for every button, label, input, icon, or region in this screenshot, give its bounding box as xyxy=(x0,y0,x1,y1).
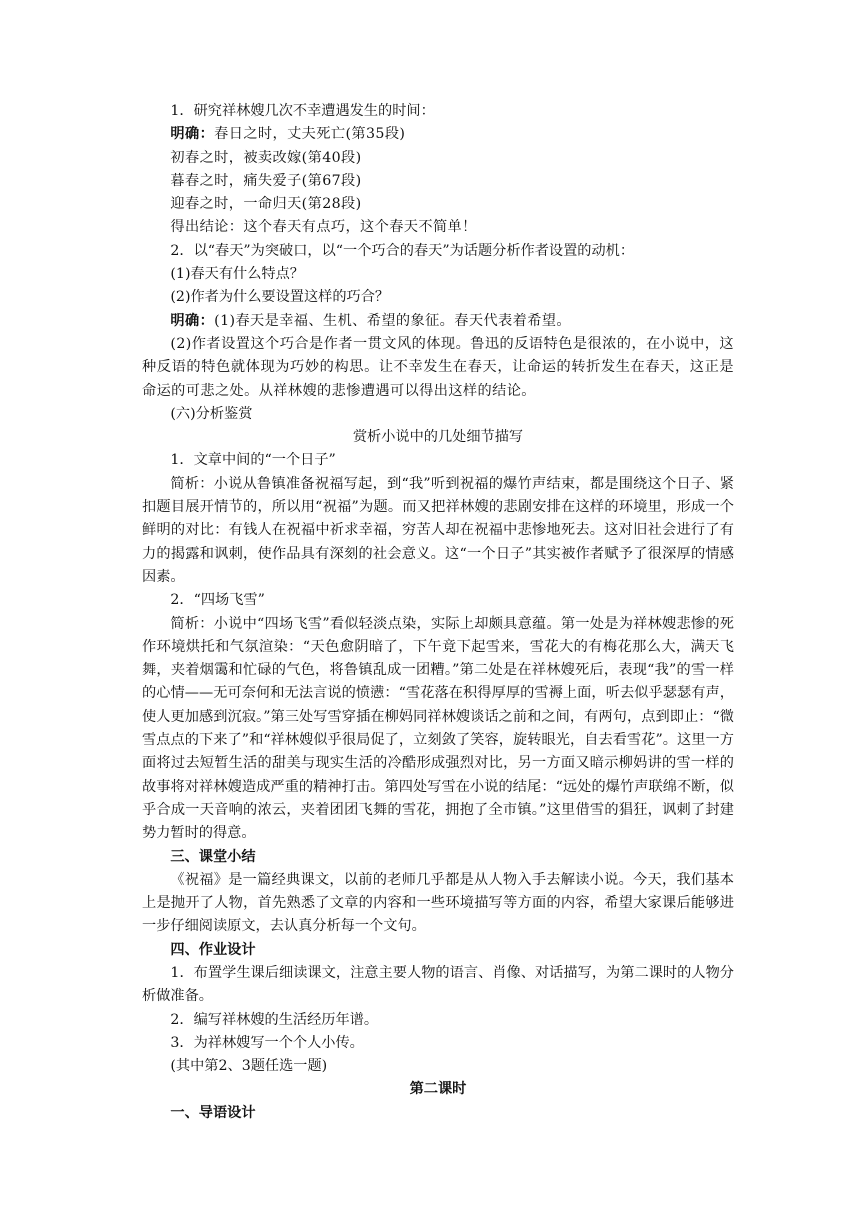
answer-line: 明确：(1)春天是幸福、生机、希望的象征。春天代表着希望。 xyxy=(170,312,571,329)
item-body: 简析：小说从鲁镇准备祝福写起，到“我”听到祝福的爆竹声结束，都是围绕这个日子、紧扣题目展开情节的，所以用“祝福”为题。而又把祥林嫂的悲剧安排在这样的环境里，形成一个鲜明的对比：有钱人在祝福中祈求幸福，穷苦人却在祝福中悲惨地死去。这对旧社会进行了有力的揭露和讽刺，使作品具有深刻的社会意义。这“一个日子”其实被作者赋予了很深厚的情感因素。 xyxy=(142,475,734,585)
homework-note: (其中第2、3题任选一题) xyxy=(170,1058,328,1075)
homework-item: 1．布置学生课后细读课文，注意主要人物的语言、肖像、对话描写，为第二课时的人物分析做准备。 xyxy=(142,964,734,1005)
homework-item: 2．编写祥林嫂的生活经历年谱。 xyxy=(170,1011,379,1028)
question-2-sub: (2)作者为什么要设置这样的巧合？ xyxy=(170,289,390,306)
question-2-sub: (1)春天有什么特点？ xyxy=(170,266,304,283)
answer-line: 暮春之时，痛失爱子(第67段) xyxy=(170,172,362,189)
lesson-title: 第二课时 xyxy=(409,1081,467,1098)
section-title: 赏析小说中的几处细节描写 xyxy=(352,429,524,446)
question-2: 2．以“春天”为突破口，以“一个巧合的春天”为话题分析作者设置的动机： xyxy=(170,242,635,259)
answer-paragraph: (2)作者设置这个巧合是作者一贯文风的体现。鲁迅的反语特色是很浓的，在小说中，这种反语的特色就体现为巧妙的构思。让不幸发生在春天，让命运的转折发生在春天，这正是命运的可悲之处。从祥林嫂的悲惨遭遇可以得出这样的结论。 xyxy=(142,335,734,399)
answer-line: 迎春之时，一命归天(第28段) xyxy=(170,196,362,213)
homework-item: 3．为祥林嫂写一个个人小传。 xyxy=(170,1034,364,1051)
section-heading: 四、作业设计 xyxy=(170,941,256,958)
section-heading: (六)分析鉴赏 xyxy=(170,405,253,422)
document-body xyxy=(142,100,734,1125)
conclusion: 得出结论：这个春天有点巧，这个春天不简单！ xyxy=(170,219,477,236)
section-heading: 一、导语设计 xyxy=(170,1104,256,1121)
section-heading: 三、课堂小结 xyxy=(170,848,256,865)
answer-label: 明确： xyxy=(170,126,215,143)
item-title: 1．文章中间的“一个日子” xyxy=(170,452,336,469)
answer-line: 初春之时，被卖改嫁(第40段) xyxy=(170,149,362,166)
item-title: 2．“四场飞雪” xyxy=(170,592,265,609)
answer-line: 明确：春日之时，丈夫死亡(第35段) xyxy=(170,126,406,143)
answer-label: 明确： xyxy=(170,312,215,329)
item-body: 简析：小说中“四场飞雪”看似轻淡点染，实际上却颇具意蕴。第一处是为祥林嫂悲惨的死作环境烘托和气氛渲染：“天色愈阴暗了，下午竟下起雪来，雪花大的有梅花那么大，满天飞舞，夹着烟霭和忙碌的气色，将鲁镇乱成一团糟。”第二处是在祥林嫂死后，表现“我”的雪一样的心情——无可奈何和无法言说的愤懑：“雪花落在积得厚厚的雪褥上面，听去似乎瑟瑟有声，使人更加感到沉寂。”第三处写雪穿插在柳妈同祥林嫂谈话之前和之间，有两句，点到即止：“微雪点点的下来了”和“祥林嫂似乎很局促了，立刻敛了笑容，旋转眼光，自去看雪花”。这里一方面将过去短暂生活的甜美与现实生活的冷酷形成强烈对比，另一方面又暗示柳妈讲的雪一样的故事将对祥林嫂造成严重的精神打击。第四处写雪在小说的结尾：“远处的爆竹声联绵不断，似乎合成一天音响的浓云，夹着团团飞舞的雪花，拥抱了全市镇。”这里借雪的猖狂，讽刺了封建势力暂时的得意。 xyxy=(142,615,734,842)
question-1: 1．研究祥林嫂几次不幸遭遇发生的时间： xyxy=(170,103,435,119)
summary-body: 《祝福》是一篇经典课文，以前的老师几乎都是从人物入手去解读小说。今天，我们基本上是抛开了人物，首先熟悉了文章的内容和一些环境描写等方面的内容，希望大家课后能够进一步仔细阅读原文，去认真分析每一个文句。 xyxy=(142,871,734,935)
